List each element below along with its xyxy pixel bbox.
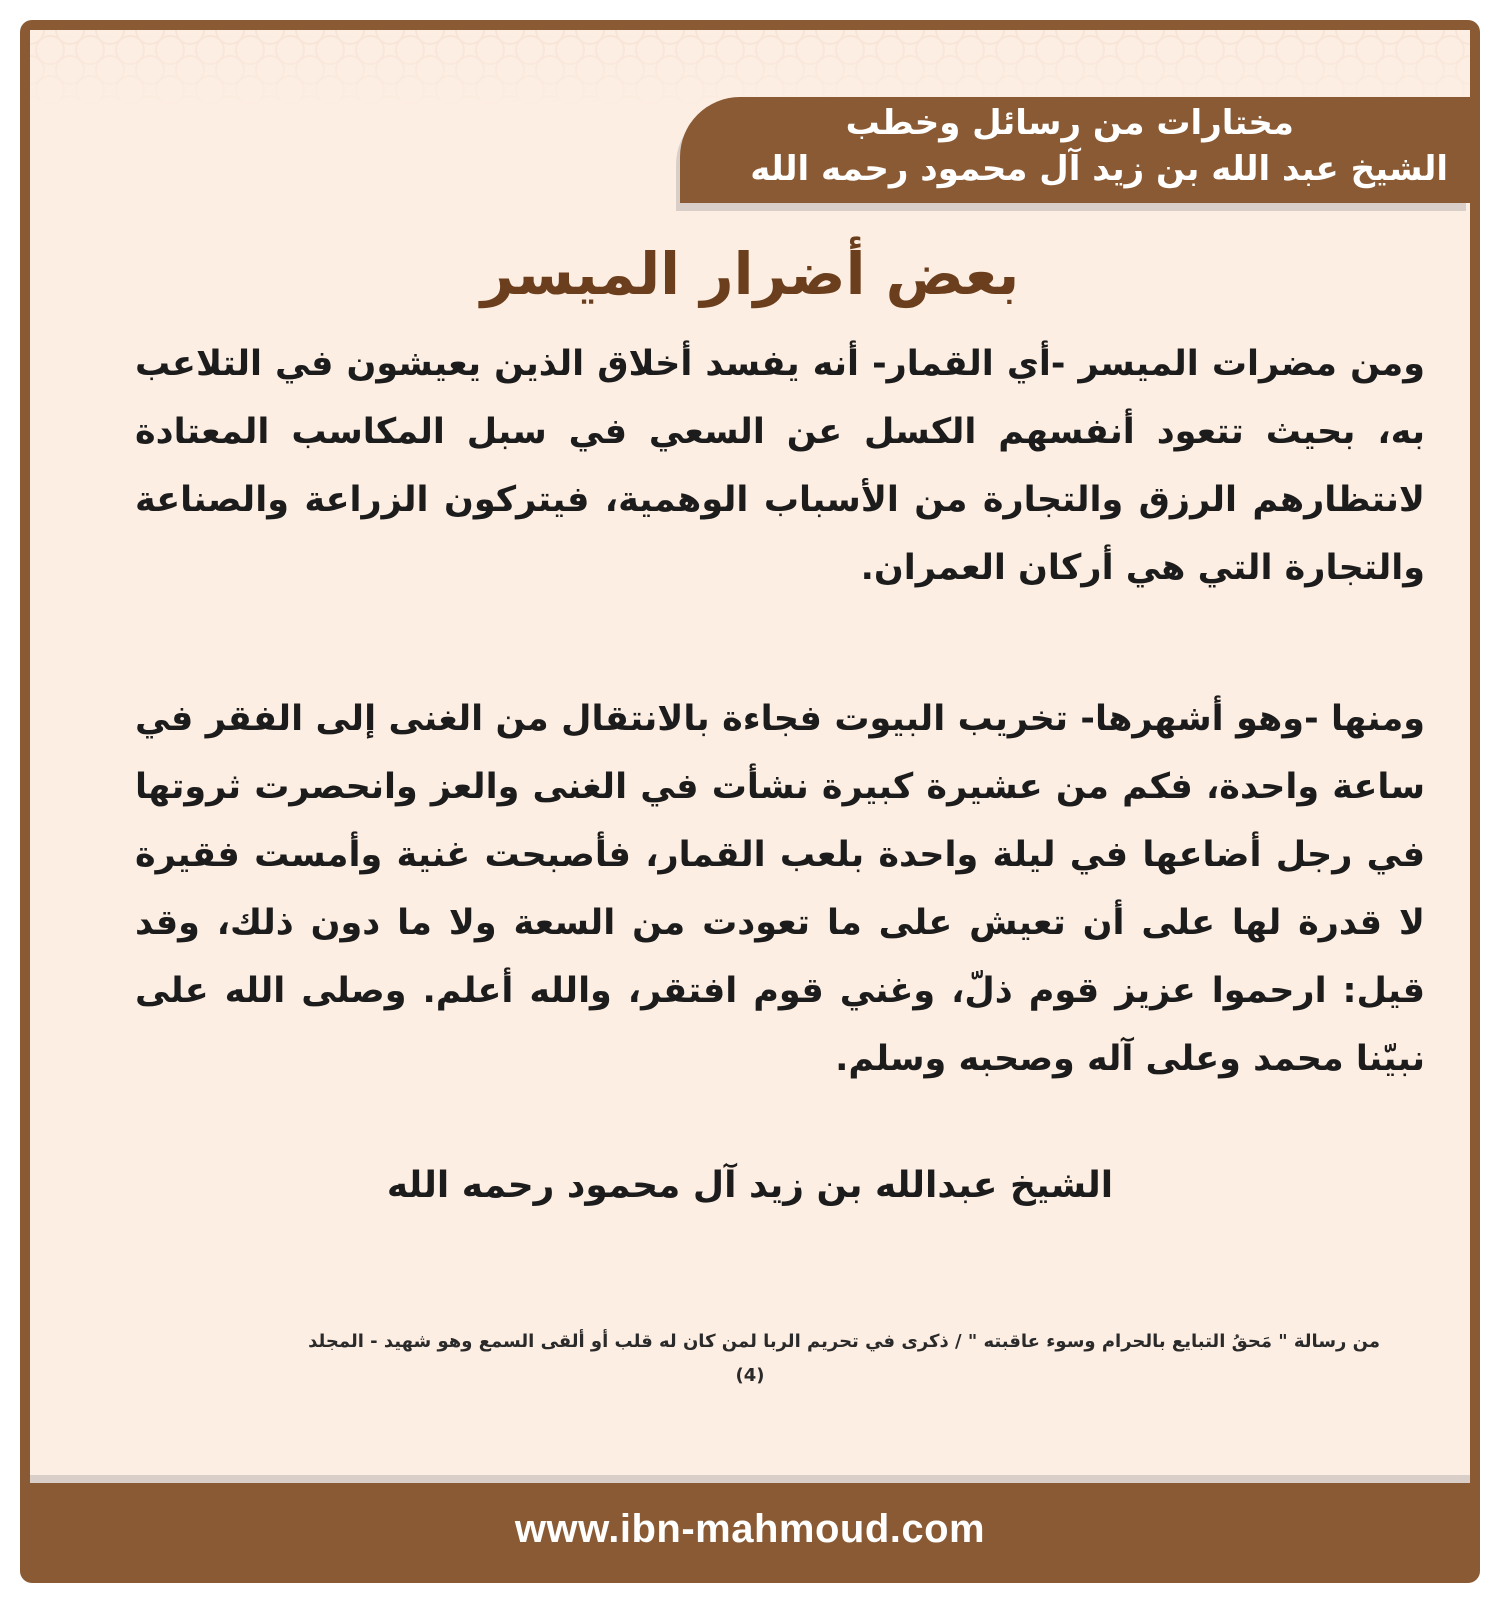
volume-number: (4) [735,1365,765,1386]
signature: الشيخ عبدالله بن زيد آل محمود رحمه الله [386,1165,1114,1206]
source-citation [120,1325,1380,1393]
series-title: مختارات من رسائل وخطب [845,103,1294,143]
paragraph-1: ومن مضرات الميسر -أي القمار- أنه يفسد أخلاق الذين يعيشون في التلاعب به، بحيث تتعود أنفسهم الكسل عن السعي في سبل المكاسب المعتادة لانتظارهم الرزق والتجارة من الأسباب الوهمية، فيتركون الزراعة والصناعة والتجارة التي هي أركان العمران. [135,344,1425,588]
article-card [20,20,1480,1583]
article-title: بعض أضرار الميسر [480,240,1020,308]
source-citation-text: من رسالة " مَحقُ التبايع بالحرام وسوء عاقبته " / ذكرى في تحريم الربا لمن كان له قلب أو ألقى السمع وهو شهيد - المجلد [308,1331,1380,1352]
series-header [680,97,1470,203]
paragraph-2: ومنها -وهو أشهرها- تخريب البيوت فجاءة بالانتقال من الغنى إلى الفقر في ساعة واحدة، فكم من عشيرة كبيرة نشأت في الغنى والعز وانحصرت ثروتها في رجل أضاعها في ليلة واحدة بلعب القمار، فأصبحت غنية وأمست فقيرة لا قدرة لها على أن تعيش على ما تعودت من السعة ولا ما دون ذلك، وقد قيل: ارحموا عزيز قوم ذلّ، وغني قوم افتقر، والله أعلم. وصلى الله على نبيّنا محمد وعلى آله وصحبه وسلم. [135,699,1425,1079]
content-panel [30,30,1470,1480]
website-link[interactable]: www.ibn-mahmoud.com [514,1507,986,1551]
author-name: الشيخ عبد الله بن زيد آل محمود رحمه الله [750,149,1448,189]
footer-divider [30,1475,1470,1483]
